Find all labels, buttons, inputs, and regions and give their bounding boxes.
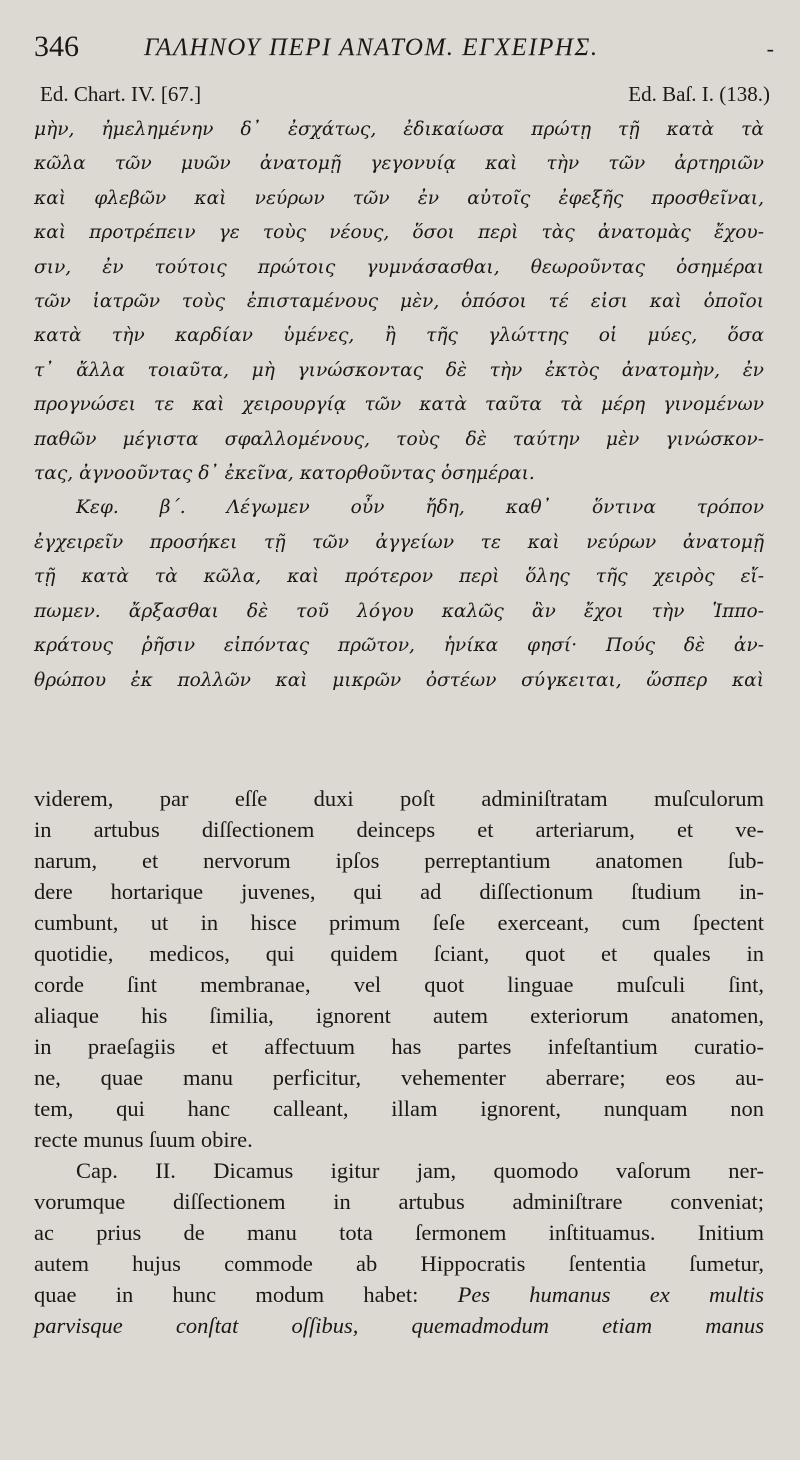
latin-line: recte munus ſuum obire. (34, 1127, 253, 1152)
latin-line: corde ſint membranae, vel quot linguae muſculi ſint, (34, 972, 764, 997)
running-title: ΓΑΛΗΝΟΥ ΠΕΡΙ ΑΝΑΤΟΜ. ΕΓΧΕΙΡΗΣ. (144, 34, 599, 61)
page-number: 346 (34, 30, 79, 63)
greek-line: τας, ἀγνοοῦντας δ᾽ ἐκεῖνα, κατορθοῦντας ὁσημέραι. (34, 463, 535, 485)
latin-line: ac prius de manu tota ſermonem inſtituamus. Initium (34, 1220, 764, 1245)
greek-line: κράτους ῥῆσιν εἰπόντας πρῶτον, ἡνίκα φησί· Πούς δὲ ἀν- (34, 635, 764, 657)
running-dash: - (766, 36, 774, 61)
latin-line: narum, et nervorum ipſos perreptantium anatomen ſub- (34, 848, 764, 873)
latin-line: quotidie, medicos, qui quidem ſciant, quot et quales in (34, 941, 764, 966)
greek-line: μὴν, ἠμελημένην δ᾽ ἐσχάτως, ἐδικαίωσα πρώτῃ τῇ κατὰ τὰ (34, 119, 764, 140)
greek-line: παθῶν μέγιστα σφαλλομένους, τοὺς δὲ ταύτην μὲν γινώσκον- (34, 428, 764, 450)
latin-line: ne, quae manu perficitur, vehementer aberrare; eos au- (34, 1065, 764, 1090)
hippocrates-quotation-line (34, 1310, 764, 1341)
latin-text-block (34, 783, 764, 1341)
greek-line: κῶλα τῶν μυῶν ἀνατομῇ γεγονυίᾳ καὶ τὴν τῶν ἀρτηριῶν (34, 153, 764, 175)
edition-chart-reference: Ed. Chart. IV. [67.] (40, 82, 202, 106)
greek-line: τῶν ἰατρῶν τοὺς ἐπισταμένους μὲν, ὁπόσοι τέ εἰσι καὶ ὁποῖοι (34, 291, 764, 313)
greek-line: πωμεν. ἄρξασθαι δὲ τοῦ λόγου καλῶς ἂν ἔχοι τὴν Ἱππο- (34, 600, 764, 622)
latin-line: in praeſagiis et affectuum has partes infeſtantium curatio- (34, 1034, 764, 1059)
latin-line: in artubus diſſectionem deinceps et arteriarum, et ve- (34, 817, 764, 842)
greek-text-block (34, 113, 764, 698)
latin-line: tem, qui hanc calleant, illam ignorent, nunquam non (34, 1096, 764, 1121)
greek-line: τ᾽ ἄλλα τοιαῦτα, μὴ γινώσκοντας δὲ τὴν ἐκτὸς ἀνατομὴν, ἐν (34, 359, 764, 381)
quotation-part: quemadmodum etiam manus (411, 1313, 764, 1338)
latin-line-mixed (34, 1279, 764, 1310)
edition-reference-line (40, 82, 770, 112)
latin-line: vorumque diſſectionem in artubus adminiſtrare conveniat; (34, 1189, 764, 1214)
quotation-part: parvisque conſtat oſſibus, (34, 1313, 359, 1338)
running-head (34, 30, 774, 66)
greek-line: κατὰ τὴν καρδίαν ὑμένες, ἢ τῆς γλώττης οἱ μύες, ὅσα (34, 325, 764, 347)
greek-line: προγνώσει τε καὶ χειρουργίᾳ τῶν κατὰ ταῦτα τὰ μέρη γινομένων (34, 394, 764, 416)
greek-chapter-heading-line: Κεφ. β΄. Λέγωμεν οὖν ἤδη, καθ᾽ ὅντινα τρόπον (76, 497, 764, 519)
latin-line: aliaque his ſimilia, ignorent autem exteriorum anatomen, (34, 1003, 764, 1028)
greek-line: καὶ προτρέπειν γε τοὺς νέους, ὅσοι περὶ τὰς ἀνατομὰς ἔχου- (34, 222, 764, 244)
greek-line: ἐγχειρεῖν προσήκει τῇ τῶν ἀγγείων τε καὶ νεύρων ἀνατομῇ (34, 531, 764, 553)
latin-line: autem hujus commode ab Hippocratis ſententia ſumetur, (34, 1251, 764, 1276)
latin-chapter-heading-line: Cap. II. Dicamus igitur jam, quomodo vaſorum ner- (76, 1158, 764, 1183)
hippocrates-quotation: Pes humanus ex multis (457, 1282, 764, 1307)
latin-line: cumbunt, ut in hisce primum ſeſe exerceant, cum ſpectent (34, 910, 764, 935)
greek-line: σιν, ἐν τούτοις πρώτοις γυμνάσασθαι, θεωροῦντας ὁσημέραι (34, 256, 764, 278)
greek-line: καὶ φλεβῶν καὶ νεύρων τῶν ἐν αὐτοῖς ἐφεξῆς προσθεῖναι, (34, 187, 764, 209)
greek-line: θρώπου ἐκ πολλῶν καὶ μικρῶν ὀστέων σύγκειται, ὥσπερ καὶ (34, 669, 764, 691)
latin-line-roman-part: quae in hunc modum habet: (34, 1282, 419, 1307)
greek-line: τῇ κατὰ τὰ κῶλα, καὶ πρότερον περὶ ὅλης τῆς χειρὸς εἴ- (34, 566, 764, 588)
latin-line: dere hortarique juvenes, qui ad diſſectionum ſtudium in- (34, 879, 764, 904)
latin-line: viderem, par eſſe duxi poſt adminiſtratam muſculorum (34, 786, 764, 811)
edition-basel-reference: Ed. Baſ. I. (138.) (628, 82, 770, 106)
